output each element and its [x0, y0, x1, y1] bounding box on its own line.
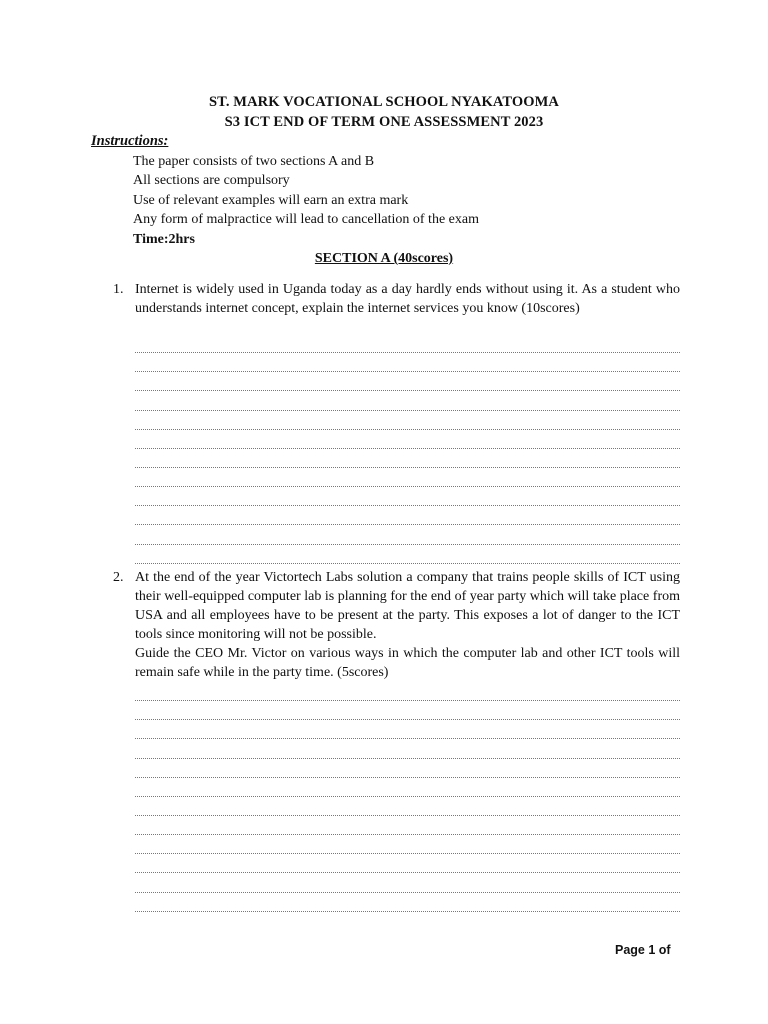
answer-line[interactable] — [135, 411, 680, 430]
instruction-item — [114, 172, 479, 192]
instruction-text: The paper consists of two sections A and B — [133, 153, 375, 169]
answer-line[interactable] — [135, 391, 680, 410]
answer-line[interactable] — [135, 854, 680, 873]
answer-line[interactable] — [135, 449, 680, 468]
answer-area-1[interactable] — [135, 334, 680, 564]
answer-line[interactable] — [135, 797, 680, 816]
answer-line[interactable] — [135, 739, 680, 758]
answer-line[interactable] — [135, 835, 680, 854]
answer-line[interactable] — [135, 468, 680, 487]
instructions-list — [114, 152, 479, 250]
instructions-heading: Instructions: — [91, 133, 169, 149]
answer-line[interactable] — [135, 506, 680, 525]
answer-line[interactable] — [135, 873, 680, 892]
question-number: 2. — [113, 570, 124, 585]
question-2 — [113, 568, 680, 682]
answer-line[interactable] — [135, 759, 680, 778]
answer-line[interactable] — [135, 778, 680, 797]
question-text — [135, 568, 680, 682]
instruction-text: Any form of malpractice will lead to cancellation of the exam — [133, 212, 479, 228]
instruction-item — [114, 211, 479, 231]
answer-line[interactable] — [135, 682, 680, 701]
answer-line[interactable] — [135, 353, 680, 372]
answer-line[interactable] — [135, 372, 680, 391]
section-a-title: SECTION A (40scores) — [314, 251, 454, 266]
instruction-time: Time:2hrs — [133, 231, 195, 247]
exam-title: S3 ICT END OF TERM ONE ASSESSMENT 2023 — [224, 114, 544, 130]
answer-line[interactable] — [135, 545, 680, 564]
question-text — [135, 280, 680, 318]
answer-line[interactable] — [135, 430, 680, 449]
answer-line[interactable] — [135, 487, 680, 506]
answer-line[interactable] — [135, 334, 680, 353]
instruction-item — [114, 191, 479, 211]
instruction-item — [114, 152, 479, 172]
answer-line[interactable] — [135, 893, 680, 912]
question-number: 1. — [113, 282, 124, 297]
school-name: ST. MARK VOCATIONAL SCHOOL NYAKATOOMA — [209, 94, 559, 110]
answer-line[interactable] — [135, 701, 680, 720]
answer-line[interactable] — [135, 816, 680, 835]
question-paragraph: Internet is widely used in Uganda today as a day hardly ends without using it. As a student who understands internet concept, explain the internet services you know (10scores) — [135, 282, 680, 316]
page-number: Page 1 of — [615, 943, 671, 957]
instruction-item — [114, 230, 479, 250]
answer-area-2[interactable] — [135, 682, 680, 912]
instruction-text: All sections are compulsory — [133, 173, 290, 189]
question-1 — [113, 280, 680, 318]
answer-line[interactable] — [135, 720, 680, 739]
answer-line[interactable] — [135, 525, 680, 544]
question-paragraph: At the end of the year Victortech Labs solution a company that trains people skills of ICT using their well-equipped computer lab is planning for the end of year party which will take place from USA and all employees have to be present at the party. This exposes a lot of danger to the ICT tools since monitoring will not be possible. — [135, 570, 680, 642]
instruction-text: Use of relevant examples will earn an extra mark — [133, 192, 409, 208]
question-paragraph: Guide the CEO Mr. Victor on various ways in which the computer lab and other ICT tools will remain safe while in the party time. (5scores) — [135, 646, 680, 680]
